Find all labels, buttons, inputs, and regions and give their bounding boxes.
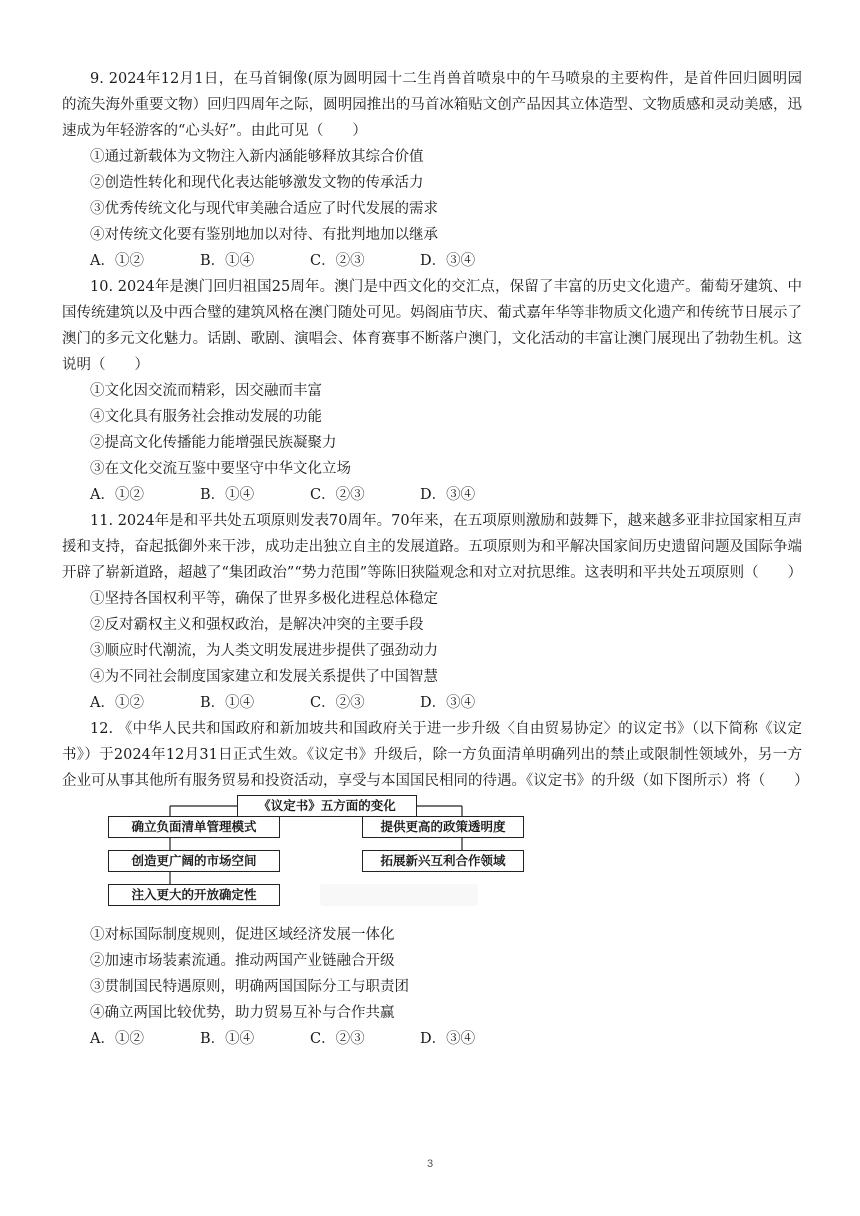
choice-a: A．①② <box>90 253 144 269</box>
question-stem: 10. 2024年是澳门回归祖国25周年。澳门是中西文化的交汇点，保留了丰富的历史文化遗产。葡萄牙建筑、中国传统建筑以及中西合璧的建筑风格在澳门随处可见。妈阁庙节庆、葡式嘉年华等非物质文化遗产和传统节日展示了澳门的多元文化魅力。话剧、歌剧、演唱会、体育赛事不断落户澳门，文化活动的丰富让澳门展现出了勃勃生机。这说明（ ） <box>62 279 802 373</box>
option-3: ②提高文化传播能力能增强民族凝聚力 <box>90 435 337 451</box>
question-12 <box>62 716 809 1052</box>
choice-d: D．③④ <box>420 695 476 711</box>
choice-d: D．③④ <box>420 253 476 269</box>
option-2: ④文化具有服务社会推动发展的功能 <box>90 409 322 425</box>
answer-choices <box>62 482 802 508</box>
option-1: ①对标国际制度规则，促进区域经济发展一体化 <box>90 927 395 943</box>
choice-c: C．②③ <box>310 695 365 711</box>
answer-choices <box>62 248 802 274</box>
option-3: ③顺应时代潮流，为人类文明发展进步提供了强劲动力 <box>90 643 438 659</box>
choice-b: B．①④ <box>200 695 255 711</box>
answer-choices <box>62 1026 802 1052</box>
diagram-left-item: 注入更大的开放确定性 <box>108 884 280 906</box>
option-1: ①文化因交流而精彩，因交融而丰富 <box>90 383 322 399</box>
choice-c: C．②③ <box>310 487 365 503</box>
option-4: ③在文化交流互鉴中要坚守中华文化立场 <box>90 461 351 477</box>
option-1: ①坚持各国权利平等，确保了世界多极化进程总体稳定 <box>90 591 438 607</box>
choice-a: A．①② <box>90 1031 144 1047</box>
page-number: 3 <box>426 1158 434 1170</box>
choice-a: A．①② <box>90 487 144 503</box>
diagram-left-item: 确立负面清单管理模式 <box>108 816 280 838</box>
option-3: ③优秀传统文化与现代审美融合适应了时代发展的需求 <box>90 201 438 217</box>
choice-c: C．②③ <box>310 253 365 269</box>
diagram-right-item: 拓展新兴互利合作领域 <box>362 850 524 872</box>
choice-d: D．③④ <box>420 1031 476 1047</box>
option-2: ②加速市场装素流通。推动两国产业链融合开级 <box>90 953 395 969</box>
option-2: ②反对霸权主义和强权政治，是解决冲突的主要手段 <box>90 617 424 633</box>
protocol-diagram <box>62 800 802 920</box>
question-10 <box>62 274 802 508</box>
page-content <box>62 66 809 1052</box>
watermark <box>320 884 478 906</box>
choice-c: C．②③ <box>310 1031 365 1047</box>
option-4: ④确立两国比较优势，助力贸易互补与合作共赢 <box>90 1005 395 1021</box>
question-stem: 11. 2024年是和平共处五项原则发表70周年。70年来，在五项原则激励和鼓舞下，越来越多亚非拉国家相互声援和支持，奋起抵御外来干涉，成功走出独立自主的发展道路。五项原则为和平解决国家间历史遗留问题及国际争端开辟了崭新道路，超越了“集团政治”“势力范围”等陈旧狭隘观念和对立对抗思维。这表明和平共处五项原则（ ） <box>62 513 803 581</box>
option-3: ③贯制国民特遇原则，明确两国国际分工与职责团 <box>90 979 409 995</box>
diagram-left-item: 创造更广阔的市场空间 <box>108 850 280 872</box>
question-11 <box>62 508 802 716</box>
option-4: ④对传统文化要有鉴别地加以对待、有批判地加以继承 <box>90 227 438 243</box>
choice-d: D．③④ <box>420 487 476 503</box>
choice-a: A．①② <box>90 695 144 711</box>
choice-b: B．①④ <box>200 253 255 269</box>
diagram-title: 《议定书》五方面的变化 <box>237 795 417 817</box>
option-4: ④为不同社会制度国家建立和发展关系提供了中国智慧 <box>90 669 438 685</box>
option-2: ②创造性转化和现代化表达能够激发文物的传承活力 <box>90 175 424 191</box>
diagram-right-item: 提供更高的政策透明度 <box>362 816 524 838</box>
choice-b: B．①④ <box>200 487 255 503</box>
question-stem: 9. 2024年12月1日，在马首铜像(原为圆明园十二生肖兽首喷泉中的午马喷泉的主要构件，是首件回归圆明园的流失海外重要文物）回归四周年之际，圆明园推出的马首冰箱贴文创产品因其立体造型、文物质感和灵动美感，迅速成为年轻游客的“心头好”。由此可见（ ） <box>62 71 802 139</box>
option-1: ①通过新载体为文物注入新内涵能够释放其综合价值 <box>90 149 424 165</box>
choice-b: B．①④ <box>200 1031 255 1047</box>
question-stem: 12. 《中华人民共和国政府和新加坡共和国政府关于进一步升级〈自由贸易协定〉的议定书》（以下简称《议定书》）于2024年12月31日正式生效。《议定书》升级后，除一方负面清单明确列出的禁止或限制性领域外，另一方企业可从事其他所有服务贸易和投资活动，享受与本国国民相同的待遇。《议定书》的升级（如下图所示）将（ ） <box>62 721 809 789</box>
question-9 <box>62 66 802 274</box>
answer-choices <box>62 690 802 716</box>
